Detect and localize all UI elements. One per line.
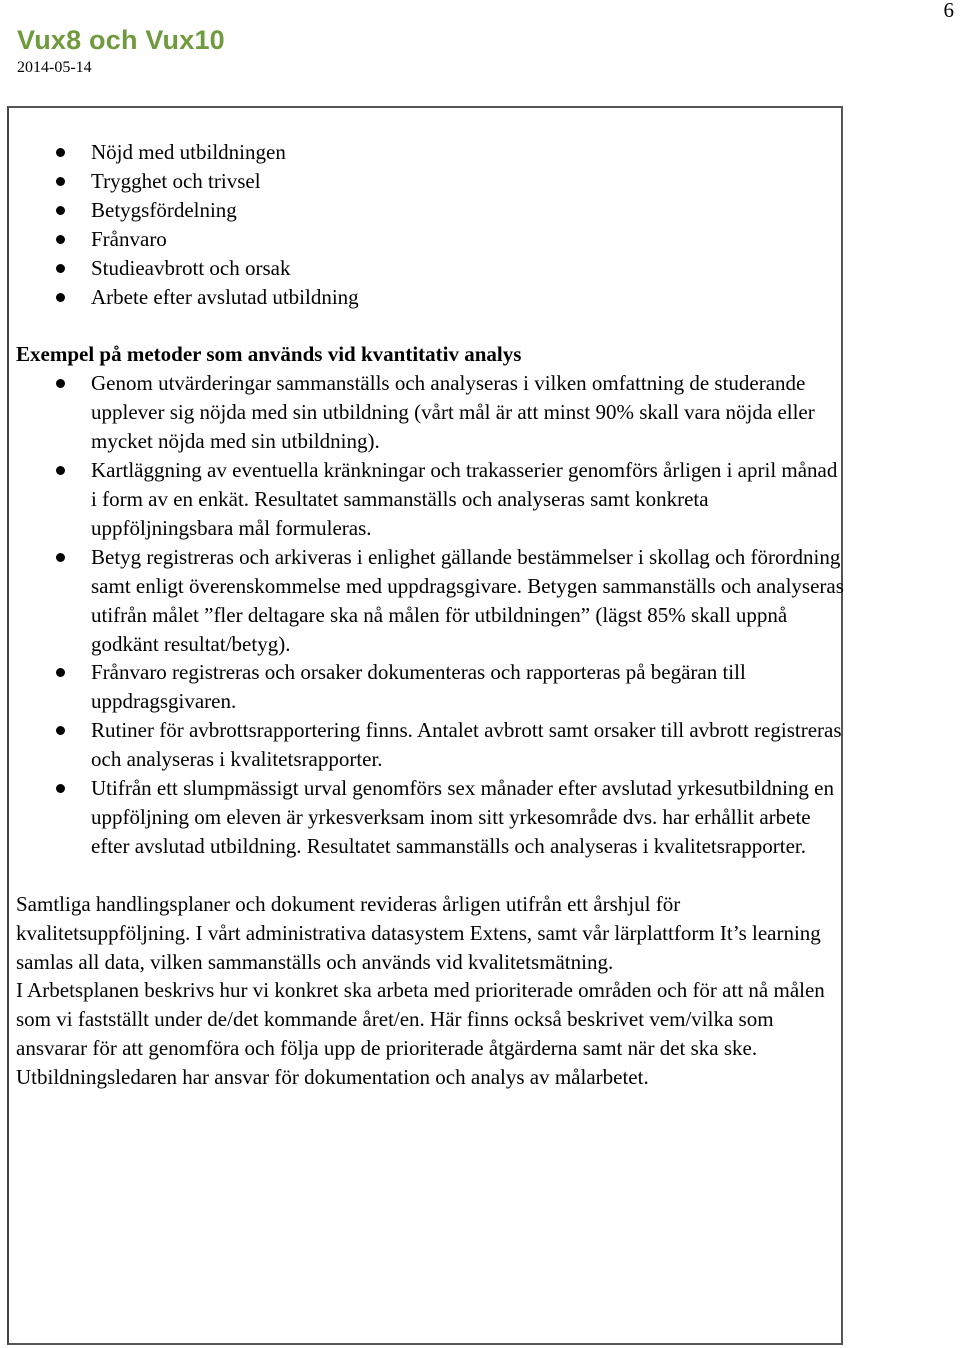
closing-paragraphs [16, 890, 846, 1092]
list-item-text: Rutiner för avbrottsrapportering finns. Antalet avbrott samt orsaker till avbrott registreras och analyseras i kvalitetsrapporter. [91, 718, 842, 772]
follow-up-areas-list [16, 138, 846, 311]
list-item-text: Frånvaro [91, 226, 167, 251]
bullet-icon [56, 466, 65, 475]
bullet-icon [56, 264, 65, 273]
bullet-icon [56, 206, 65, 215]
bullet-icon [56, 148, 65, 157]
paragraph: I Arbetsplanen beskrivs hur vi konkret ska arbeta med prioriterade områden och för att nå målen som vi fastställt under de/det kommande året/en. Här finns också beskrivet vem/vilka som ansvarar för att genomföra och följa upp de prioriterade åtgärderna samt när det ska ske. [16, 978, 825, 1061]
list-item [16, 254, 846, 283]
document-content [16, 138, 846, 1092]
list-item [16, 543, 846, 659]
bullet-icon [56, 668, 65, 677]
list-item-text: Studieavbrott och orsak [91, 255, 291, 280]
bullet-icon [56, 784, 65, 793]
list-item [16, 138, 846, 167]
document-title: Vux8 och Vux10 [17, 25, 225, 55]
section-heading: Exempel på metoder som används vid kvantitativ analys [16, 342, 522, 367]
list-item-text: Betyg registreras och arkiveras i enlighet gällande bestämmelser i skollag och förordning samt enligt överenskommelse med uppdragsgivare. Betygen sammanställs och analyseras utifrån målet ”fler deltagare ska nå målen för utbildningen” (lägst 85% skall uppnå godkänt resultat/betyg). [91, 544, 844, 656]
list-item-text: Utifrån ett slumpmässigt urval genomförs sex månader efter avslutad yrkesutbildning en uppföljning om eleven är yrkesverksam inom sitt yrkesområde dvs. har erhållit arbete efter avslutad utbildning. Resultatet sammanställs och analyseras i kvalitetsrapporter. [91, 776, 834, 858]
list-item [16, 225, 846, 254]
list-item-text: Betygsfördelning [91, 197, 237, 222]
paragraph: Samtliga handlingsplaner och dokument revideras årligen utifrån ett årshjul för kvalitetsuppföljning. I vårt administrativa datasystem Extens, samt vår lärplattform It’s learning samlas all data, vilken sammanställs och används vid kvalitetsmätning. [16, 891, 821, 974]
list-item-text: Nöjd med utbildningen [91, 140, 286, 164]
list-item [16, 456, 846, 543]
list-item [16, 283, 846, 312]
list-item-text: Genom utvärderingar sammanställs och analyseras i vilken omfattning de studerande upplever sig nöjda med sin utbildning (vårt mål är att minst 90% skall vara nöjda eller mycket nöjda med sin utbildning). [91, 371, 815, 454]
list-item [16, 167, 846, 196]
bullet-icon [56, 177, 65, 186]
paragraph: Utbildningsledaren har ansvar för dokumentation och analys av målarbetet. [16, 1065, 649, 1090]
list-item [16, 774, 846, 861]
list-item [16, 369, 846, 456]
page-number: 6 [943, 0, 954, 22]
bullet-icon [56, 553, 65, 562]
bullet-icon [56, 726, 65, 735]
list-item-text: Kartläggning av eventuella kränkningar och trakasserier genomförs årligen i april månad i form av en enkät. Resultatet sammanställs och analyseras samt konkreta uppföljningsbara mål formuleras. [91, 458, 838, 540]
spacer [16, 861, 846, 890]
list-item-text: Trygghet och trivsel [91, 168, 261, 193]
bullet-icon [56, 235, 65, 244]
list-item [16, 658, 846, 716]
bullet-icon [56, 293, 65, 302]
list-item [16, 196, 846, 225]
spacer [16, 311, 846, 340]
bullet-icon [56, 379, 65, 388]
analysis-methods-list [16, 369, 846, 860]
list-item-text: Frånvaro registreras och orsaker dokumenteras och rapporteras på begäran till uppdragsgivaren. [91, 660, 746, 714]
list-item [16, 716, 846, 774]
document-date: 2014-05-14 [17, 59, 92, 76]
list-item-text: Arbete efter avslutad utbildning [91, 284, 359, 309]
